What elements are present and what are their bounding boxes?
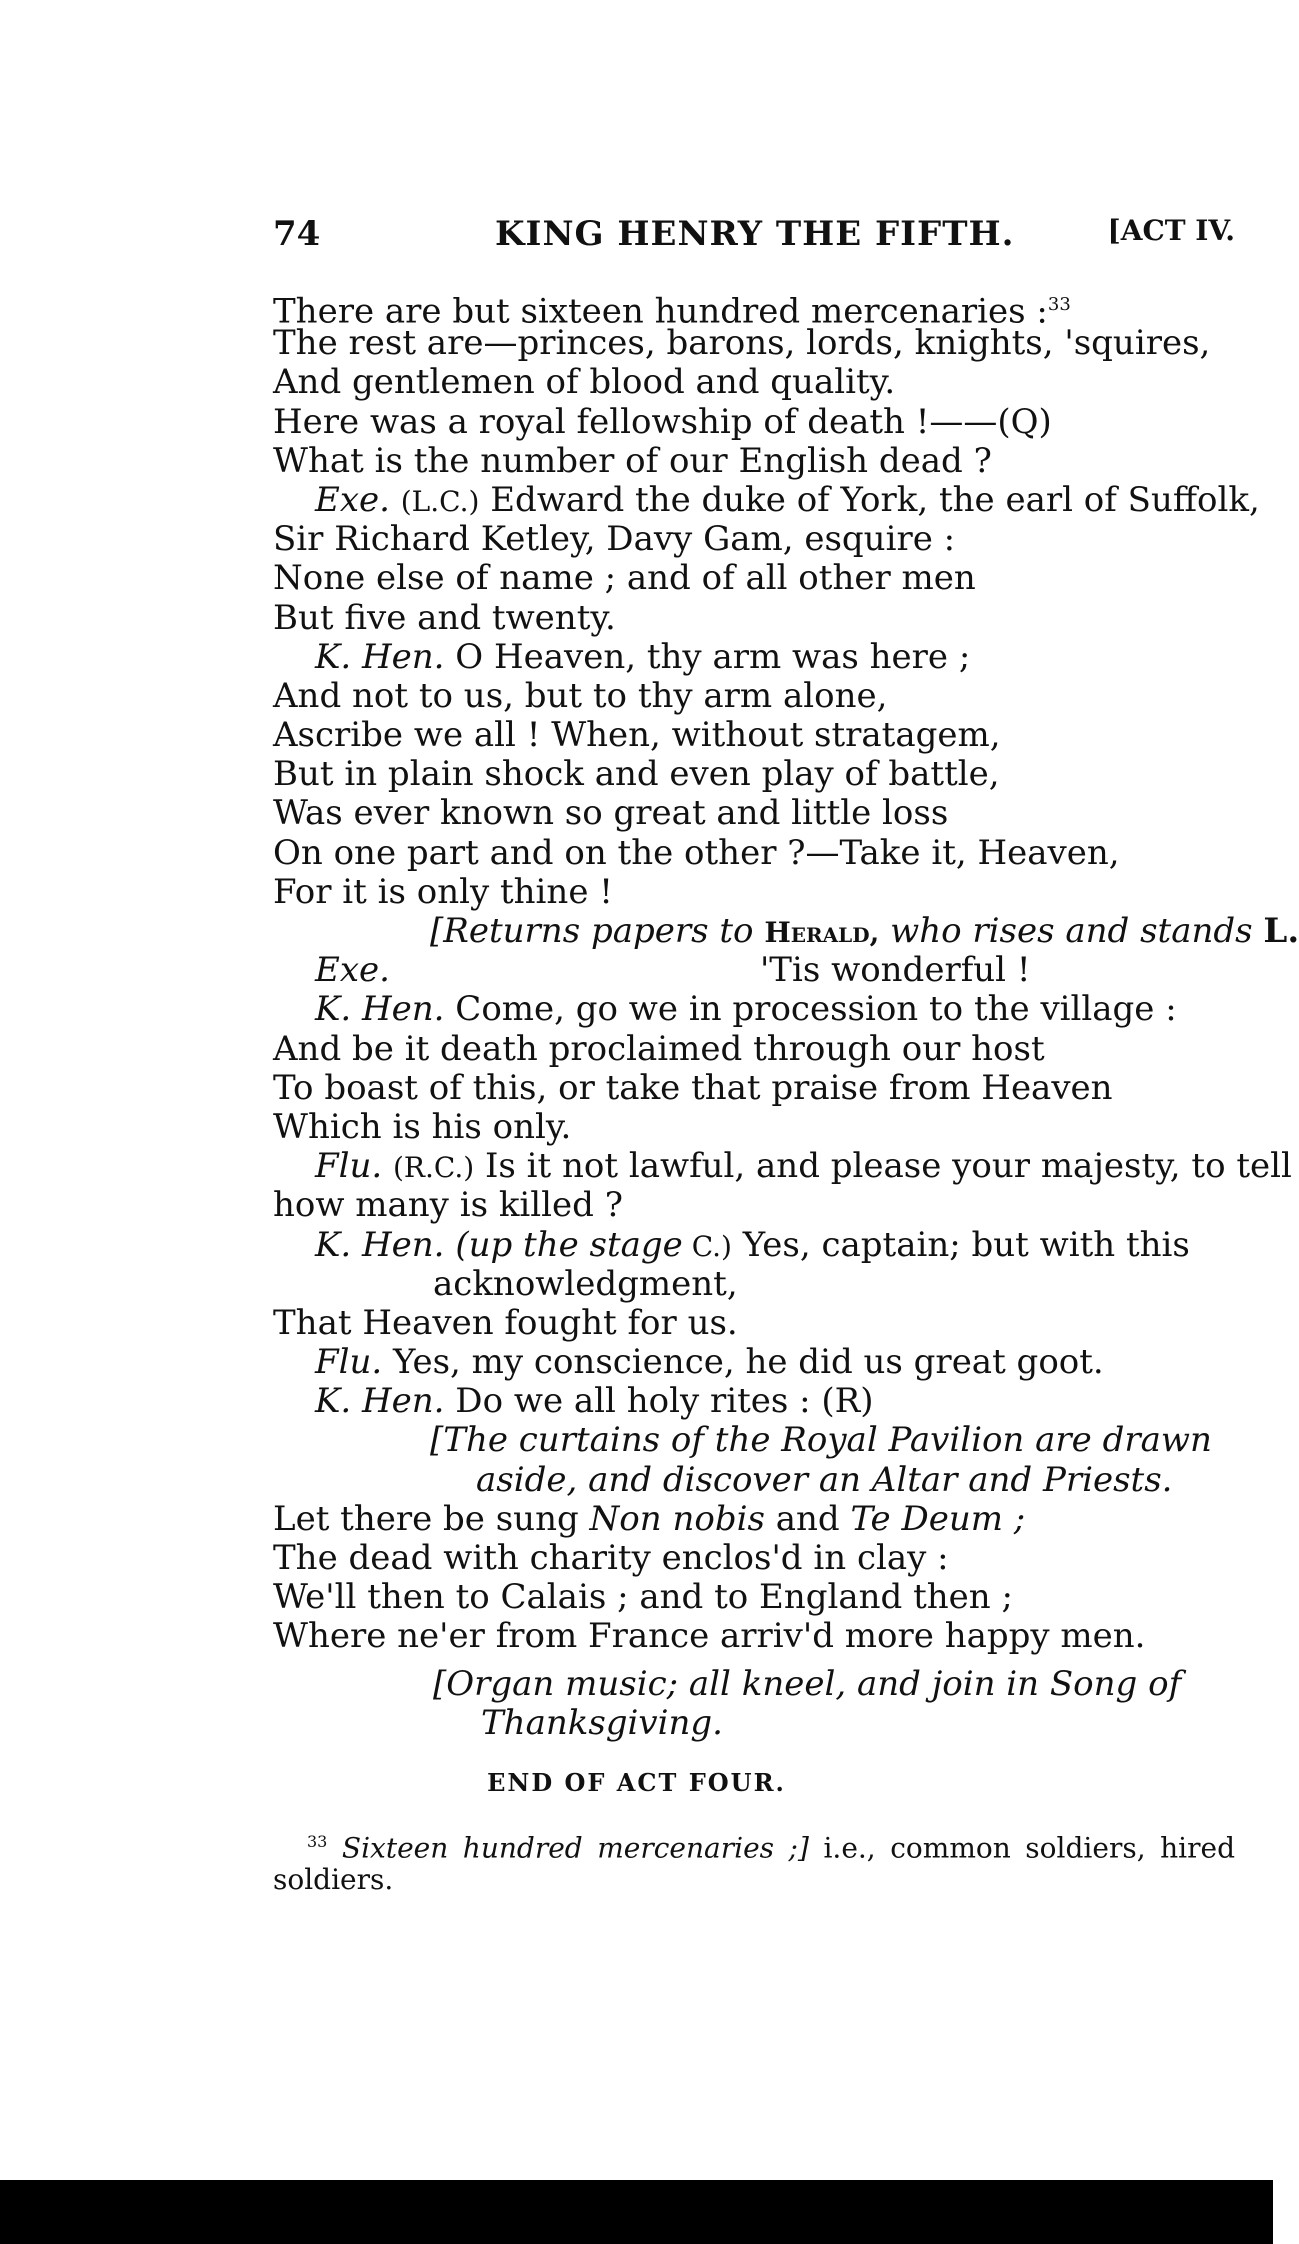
speech-line: Flu. (R.C.) Is it not lawful, and please your majesty, to tell bbox=[315, 1146, 1292, 1187]
verse-line: The dead with charity enclos'd in clay : bbox=[273, 1538, 949, 1578]
footnote bbox=[273, 1826, 1235, 1896]
verse-line: how many is killed ? bbox=[273, 1185, 623, 1226]
footnote-line: $^{33}$ Sixteen hundred mercenaries ;] i.e., common soldiers, hired bbox=[307, 1831, 1236, 1865]
verse-line: acknowledgment, bbox=[433, 1263, 738, 1304]
verse-line: And be it death proclaimed through our host bbox=[273, 1028, 1045, 1069]
verse-line: Was ever known so great and little loss bbox=[273, 793, 949, 834]
verse-line: And not to us, but to thy arm alone, bbox=[273, 675, 888, 716]
verse-line: The rest are—princes, barons, lords, knights, 'squires, bbox=[273, 323, 1211, 364]
speech-line: K. Hen. O Heaven, thy arm was here ; bbox=[315, 636, 971, 677]
end-of-act: END OF ACT FOUR. bbox=[487, 1768, 786, 1797]
scan-edge bbox=[0, 2180, 1273, 2244]
speaker-name: Flu. bbox=[315, 1146, 383, 1187]
verse-line: None else of name ; and of all other men bbox=[273, 558, 976, 599]
speech-line: Flu. Yes, my conscience, he did us great goot. bbox=[315, 1342, 1104, 1383]
speaker-name: K. Hen. bbox=[315, 1224, 445, 1265]
footnote-ref: 33 bbox=[1047, 294, 1071, 315]
footnote-term: Sixteen hundred mercenaries ;] bbox=[341, 1831, 809, 1865]
footnote-line: soldiers. bbox=[273, 1863, 394, 1897]
speech-line: K. Hen. (up the stage C.) Yes, captain; but with this bbox=[315, 1224, 1190, 1265]
running-title: KING HENRY THE FIFTH. bbox=[495, 214, 1015, 254]
verse-line: But in plain shock and even play of battle, bbox=[273, 754, 1000, 795]
footnote-marker: 33 bbox=[307, 1832, 328, 1851]
verse-line: To boast of this, or take that praise from Heaven bbox=[273, 1067, 1113, 1108]
speaker-name: K. Hen. bbox=[315, 1381, 445, 1422]
verse-line: Ascribe we all ! When, without stratagem, bbox=[273, 715, 1001, 756]
verse-line: And gentlemen of blood and quality. bbox=[273, 362, 896, 403]
speaker-name: Flu. bbox=[315, 1342, 383, 1383]
verse-line: Where ne'er from France arriv'd more happy men. bbox=[273, 1616, 1146, 1657]
running-header bbox=[273, 214, 1235, 264]
play-text bbox=[273, 285, 1299, 1657]
stage-position: (up the stage bbox=[455, 1224, 683, 1265]
speech-line: Exe. 'Tis wonderful ! bbox=[315, 950, 1031, 991]
verse-line: What is the number of our English dead ? bbox=[273, 440, 992, 481]
character-name: Herald, bbox=[764, 916, 880, 949]
act-label: [ACT IV. bbox=[1107, 214, 1235, 247]
verse-line: That Heaven fought for us. bbox=[273, 1302, 738, 1343]
verse-line: On one part and on the other ?—Take it, Heaven, bbox=[273, 832, 1120, 873]
speech-line: K. Hen. Come, go we in procession to the village : bbox=[315, 989, 1177, 1030]
verse-line: But five and twenty. bbox=[273, 597, 616, 638]
stage-position: (L.C.) bbox=[400, 484, 480, 518]
speaker-name: K. Hen. bbox=[315, 989, 445, 1030]
verse-line: Let there be sung Non nobis and Te Deum ; bbox=[273, 1498, 1026, 1539]
verse-line: For it is only thine ! bbox=[273, 871, 613, 912]
verse-line: There are but sixteen hundred mercenaries :$^{33}$ bbox=[273, 291, 1071, 332]
stage-direction-line: Thanksgiving. bbox=[481, 1703, 723, 1744]
speaker-name: Exe. bbox=[315, 950, 390, 991]
speech-line: K. Hen. Do we all holy rites : (R) bbox=[315, 1381, 874, 1422]
stage-direction: [The curtains of the Royal Pavilion are drawn bbox=[430, 1420, 1212, 1461]
speaker-name: Exe. bbox=[315, 479, 390, 520]
verse-line: Here was a royal fellowship of death !——(Q) bbox=[273, 401, 1052, 442]
stage-direction-line: [Organ music; all kneel, and join in Song of bbox=[433, 1664, 1182, 1704]
page-number: 74 bbox=[273, 214, 321, 254]
stage-direction: aside, and discover an Altar and Priests. bbox=[476, 1459, 1173, 1500]
stage-direction: [Returns papers to Herald, who rises and stands L. bbox=[430, 911, 1299, 951]
speech-line: Exe. (L.C.) Edward the duke of York, the earl of Suffolk, bbox=[315, 479, 1260, 520]
stage-direction-organ bbox=[433, 1665, 1235, 1743]
verse-line: Which is his only. bbox=[273, 1106, 572, 1147]
verse-line: We'll then to Calais ; and to England then ; bbox=[273, 1577, 1013, 1618]
verse-line: Sir Richard Ketley, Davy Gam, esquire : bbox=[273, 519, 956, 560]
speaker-name: K. Hen. bbox=[315, 636, 445, 677]
stage-position: (R.C.) bbox=[392, 1151, 475, 1185]
